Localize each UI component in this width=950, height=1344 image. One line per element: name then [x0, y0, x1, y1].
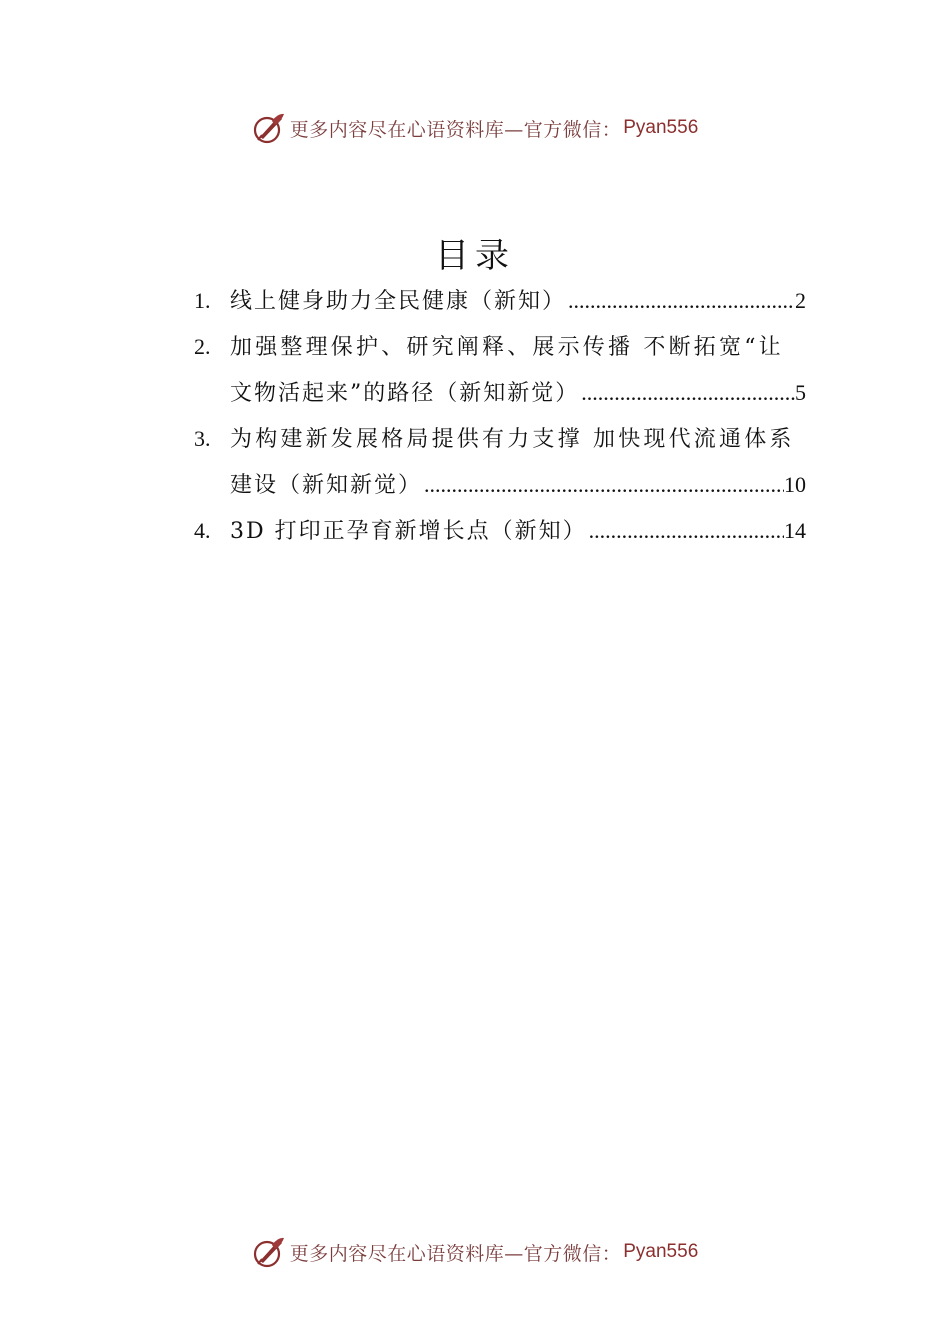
- wechat-id: Pyan556: [623, 117, 699, 138]
- table-of-contents: [194, 278, 806, 554]
- toc-entry-number: 2.: [194, 334, 211, 359]
- dot-leader: [581, 370, 795, 416]
- dot-leader: [424, 462, 784, 508]
- toc-entry-page: 5: [795, 380, 806, 405]
- banner-text: 更多内容尽在心语资料库—官方微信：: [289, 1242, 622, 1265]
- header-banner: [0, 108, 950, 148]
- toc-entry-2[interactable]: [194, 324, 806, 416]
- dot-leader: [568, 278, 795, 324]
- quill-pen-logo-icon: [252, 1235, 286, 1269]
- toc-entry-title-continued: 建设（新知新觉）: [230, 473, 423, 498]
- toc-entry-title: 3D 打印正孕育新增长点（新知）: [230, 519, 587, 544]
- toc-entry-page: 2: [795, 288, 806, 313]
- toc-entry-title: 加强整理保护、研究阐释、展示传播 不断拓宽“让: [230, 335, 784, 360]
- toc-entry-3[interactable]: [194, 416, 806, 508]
- banner-text: 更多内容尽在心语资料库—官方微信：: [289, 118, 622, 141]
- toc-entry-number: 4.: [194, 518, 211, 543]
- toc-entry-title: 为构建新发展格局提供有力支撑 加快现代流通体系: [230, 427, 795, 452]
- dot-leader: [589, 508, 784, 554]
- toc-entry-title: 线上健身助力全民健康（新知）: [230, 289, 567, 314]
- toc-entry-number: 1.: [194, 288, 211, 313]
- wechat-id: Pyan556: [623, 1241, 699, 1262]
- toc-entry-4[interactable]: [194, 508, 806, 554]
- toc-title: 目录: [435, 236, 515, 276]
- footer-banner: [0, 1232, 950, 1272]
- toc-entry-page: 10: [784, 472, 806, 497]
- toc-entry-page: 14: [784, 518, 806, 543]
- quill-pen-logo-icon: [252, 111, 286, 145]
- toc-entry-1[interactable]: [194, 278, 806, 324]
- toc-entry-number: 3.: [194, 426, 211, 451]
- toc-entry-title-continued: 文物活起来”的路径（新知新觉）: [230, 381, 580, 406]
